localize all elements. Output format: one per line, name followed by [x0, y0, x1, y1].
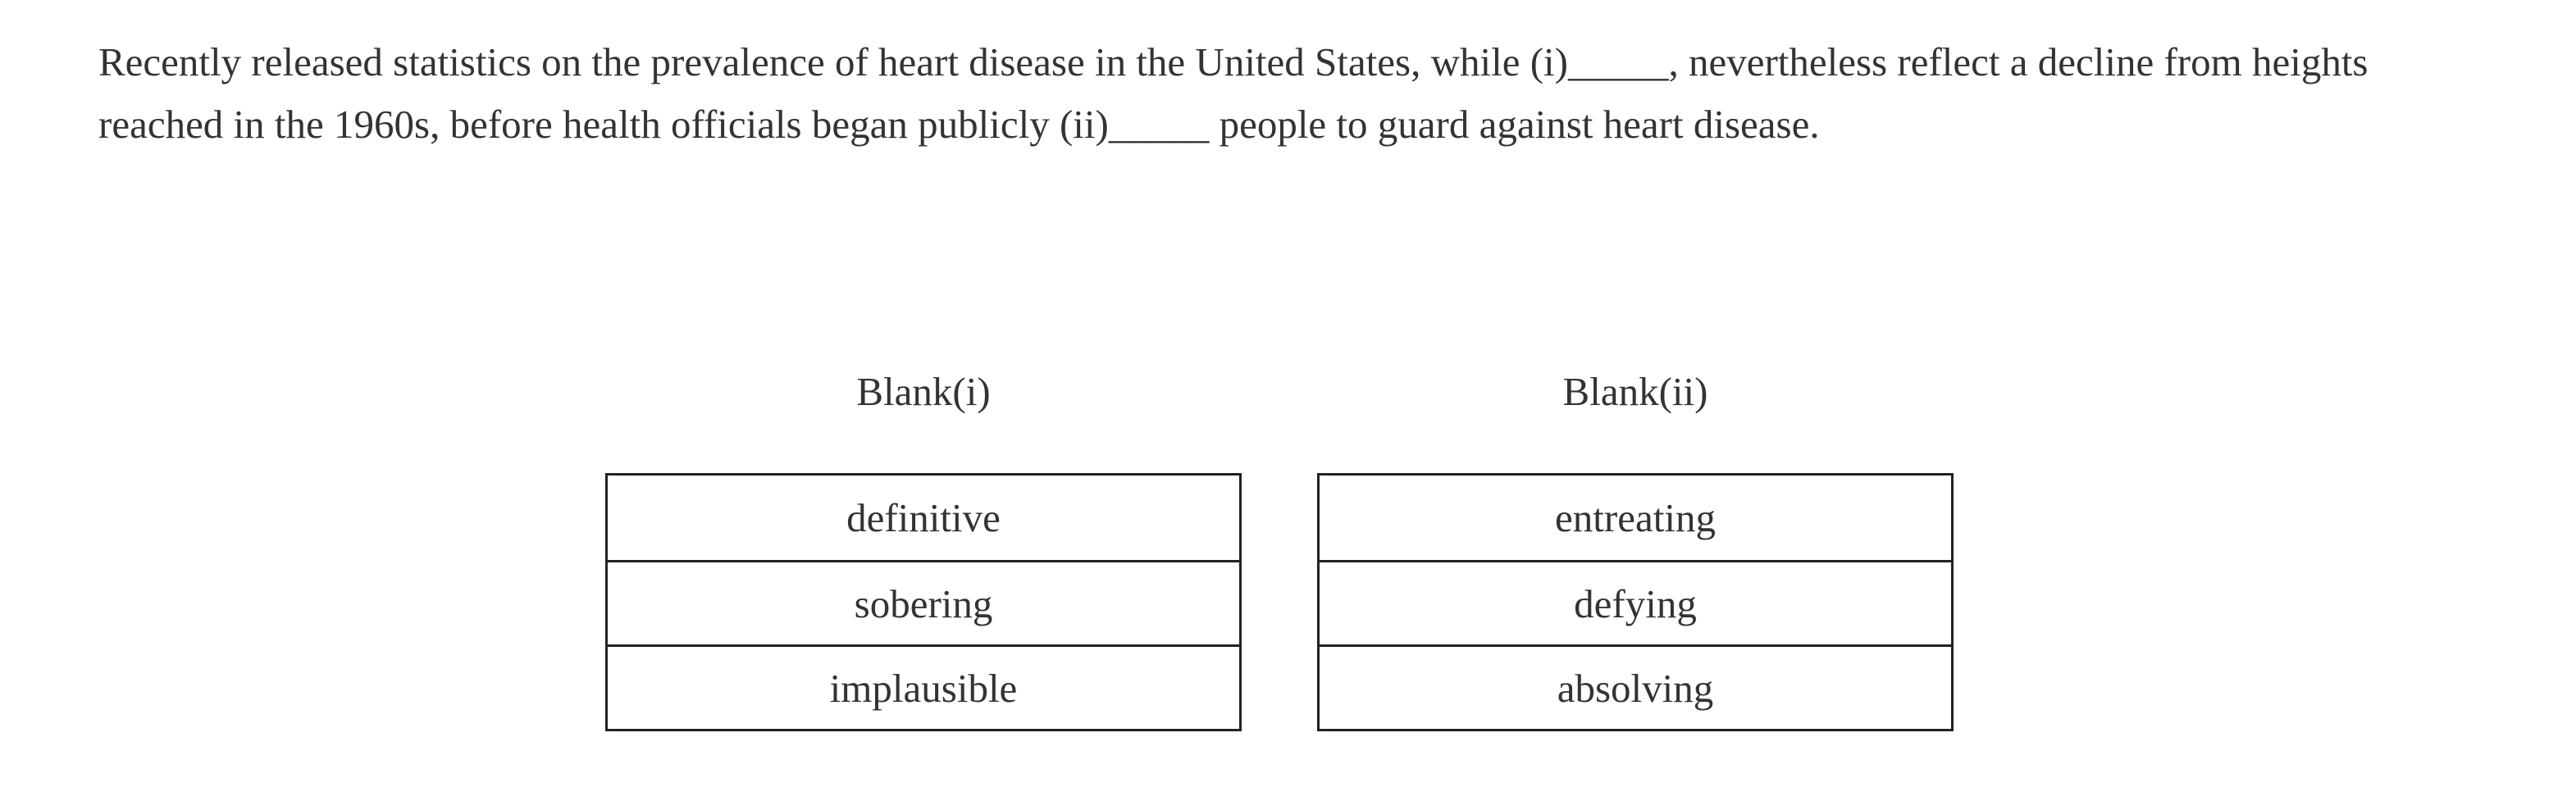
blank-ii-option-2[interactable]: defying: [1320, 560, 1951, 644]
blank-i-option-1[interactable]: definitive: [846, 495, 1001, 540]
blank-ii-option-1[interactable]: entreating: [1555, 495, 1716, 540]
blank-ii-header: Blank(ii): [1562, 369, 1708, 414]
blank-ii-option-3[interactable]: absolving: [1320, 644, 1951, 729]
blank-i-column: [605, 361, 1242, 731]
blank-i-options: [605, 473, 1242, 731]
blank-ii-options: [1317, 473, 1954, 731]
blank-i-header: Blank(i): [856, 369, 991, 414]
question-text: Recently released statistics on the prevalence of heart disease in the United States, while (i)_____, nevertheless reflect a decline from heights reached in the 1960s, before health officials began publicly (ii)_____ people to guard against heart disease.: [98, 39, 2369, 147]
blank-i-option-3[interactable]: implausible: [608, 644, 1239, 729]
blank-i-option-2[interactable]: sobering: [608, 560, 1239, 644]
blank-ii-column: [1317, 361, 1954, 731]
